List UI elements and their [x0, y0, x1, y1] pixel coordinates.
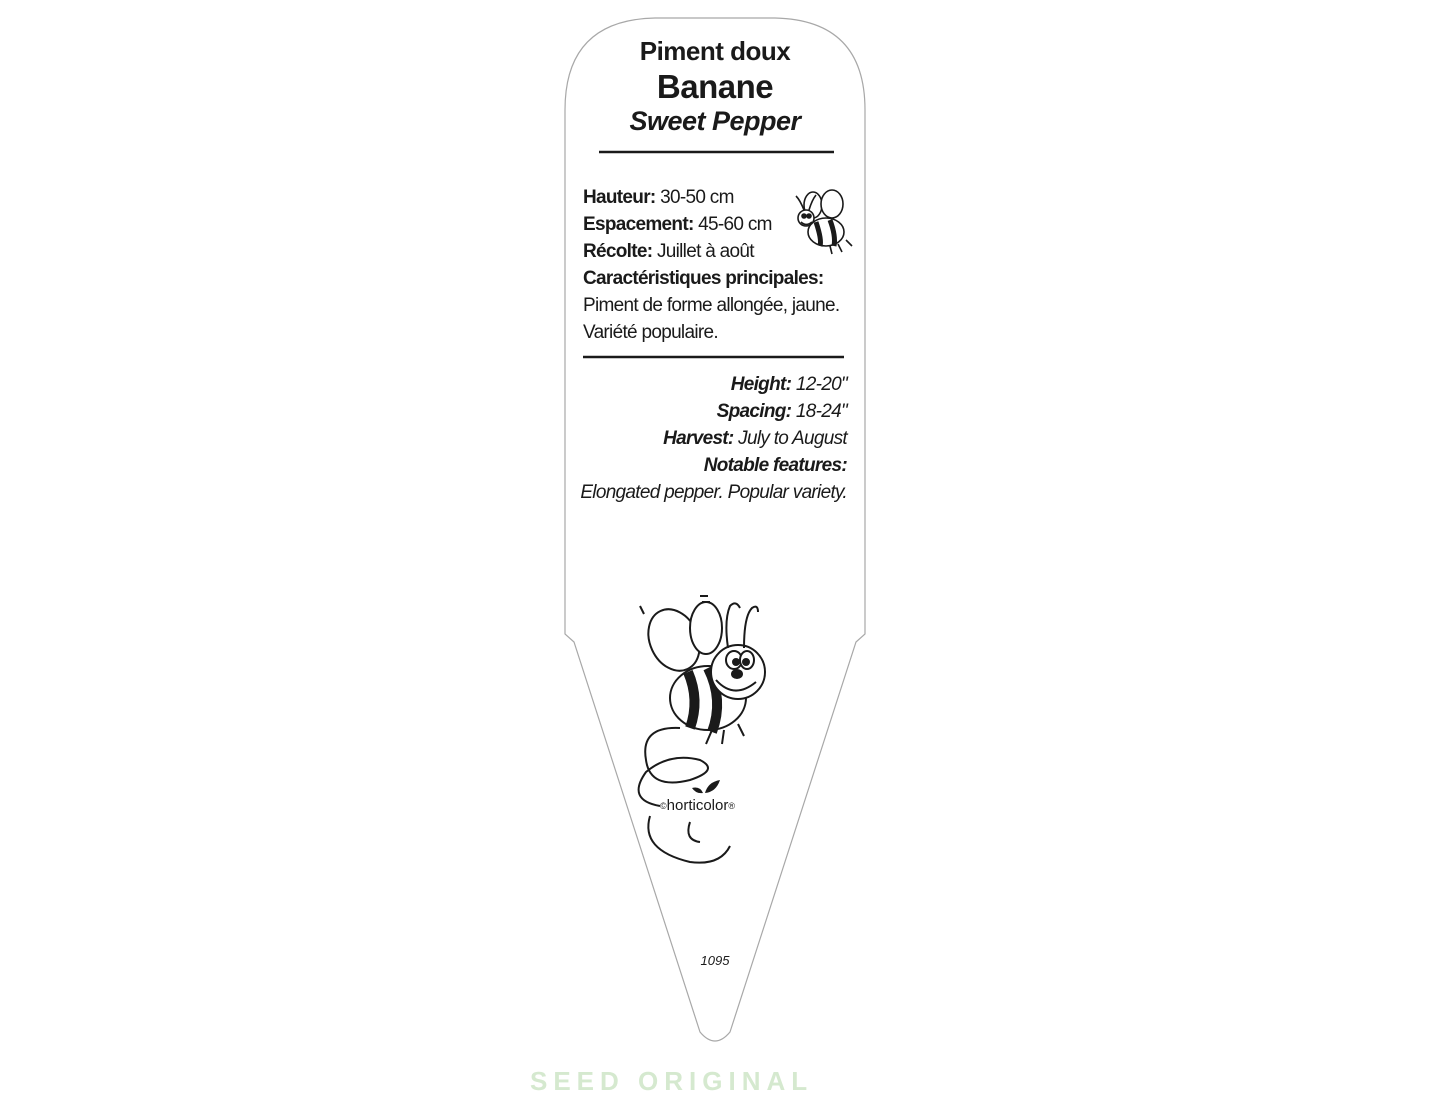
fr-harvest-label: Récolte: — [583, 241, 653, 262]
title-french: Piment doux — [639, 36, 791, 66]
variety-name: Banane — [656, 68, 774, 105]
fr-height-row — [583, 184, 853, 211]
title-english: Sweet Pepper — [629, 106, 801, 136]
en-features-text: Elongated pepper. Popular variety. — [580, 482, 847, 503]
brand-registered: ® — [728, 801, 735, 811]
tag-outline — [565, 18, 865, 1041]
en-harvest-label: Harvest: — [663, 428, 734, 449]
en-height-row — [560, 371, 847, 398]
fr-spacing-row — [583, 211, 853, 238]
en-harvest-value: July to August — [738, 428, 847, 449]
en-spacing-value: 18-24" — [795, 401, 847, 422]
en-features-label: Notable features: — [703, 455, 847, 476]
en-height-label: Height: — [730, 374, 792, 395]
fr-spacing-value: 45-60 cm — [698, 214, 772, 235]
fr-harvest-value: Juillet à août — [656, 241, 754, 262]
en-height-value: 12-20" — [795, 374, 847, 395]
brand-copyright: © — [660, 801, 667, 811]
fr-height-value: 30-50 cm — [660, 187, 734, 208]
brand-logo — [660, 797, 735, 814]
fr-height-label: Hauteur: — [583, 187, 656, 208]
brand-name: horticolor — [666, 797, 729, 814]
product-code: 1095 — [700, 953, 730, 968]
french-details — [583, 184, 853, 346]
en-harvest-row — [560, 425, 847, 452]
fr-harvest-row — [583, 238, 853, 265]
fr-features-label: Caractéristiques principales: — [583, 268, 824, 289]
footer-watermark: SEED ORIGINAL — [530, 1066, 814, 1096]
fr-spacing-label: Espacement: — [583, 214, 694, 235]
fr-features-line1: Piment de forme allongée, jaune. — [583, 295, 840, 316]
english-details — [560, 371, 847, 506]
en-spacing-label: Spacing: — [716, 401, 792, 422]
en-spacing-row — [560, 398, 847, 425]
fr-features-line2: Variété populaire. — [583, 322, 718, 343]
